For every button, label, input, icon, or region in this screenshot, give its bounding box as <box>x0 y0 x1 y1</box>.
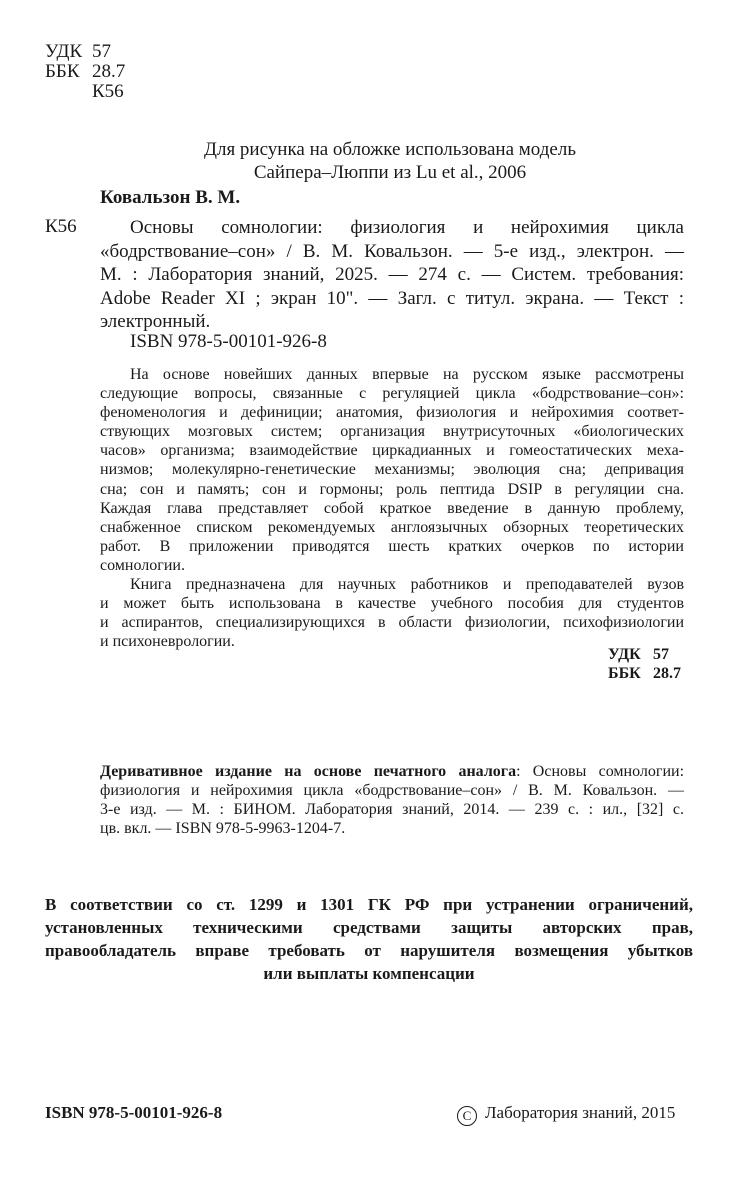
derivative-line-3: 3-е изд. — М. : БИНОМ. Лаборатория знаний, 2014. — 239 с. : ил., [32] с. <box>100 801 684 819</box>
udk-value-bottom: 57 <box>653 646 669 663</box>
bibliographic-record <box>100 216 684 334</box>
udk-value: 57 <box>92 41 111 62</box>
cover-note-line-1: Для рисунка на обложке использована модель <box>204 139 576 160</box>
abstract-line: низмов; молекулярно-генетические механизмы; эволюция сна; депривация <box>100 461 684 479</box>
legal-notice <box>45 893 693 985</box>
bbk-row-bottom <box>608 664 681 683</box>
abstract-line: сна; сон и память; сон и гормоны; роль пептида DSIP в регуляции сна. <box>100 480 684 498</box>
abstract-line: ствующих мозговых систем; организация внутрисуточных «биологических <box>100 423 684 441</box>
derivative-line-4: цв. вкл. — ISBN 978-5-9963-1204-7. <box>100 820 346 838</box>
legal-line: установленных техническими средствами защиты авторских прав, <box>45 918 693 937</box>
cover-note <box>100 138 680 184</box>
udk-row-bottom <box>608 645 681 664</box>
bbk-label-bottom: ББК <box>608 665 641 682</box>
biblio-line: Основы сомнологии: физиология и нейрохимия цикла <box>130 217 684 238</box>
copyright-text: Лаборатория знаний, 2015 <box>485 1103 676 1122</box>
copyright-notice <box>457 1103 675 1126</box>
derivative-bold-lead: Деривативное издание на основе печатного аналога <box>100 763 517 780</box>
derivative-line-2: физиология и нейрохимия цикла «бодрствование–сон» / В. М. Ковальзон. — <box>100 782 684 800</box>
legal-line: правообладатель вправе требовать от нарушителя возмещения убытков <box>45 941 693 960</box>
bbk-value: 28.7 <box>92 61 126 82</box>
abstract-line: Каждая глава представляет собой краткое введение в данную проблему, <box>100 499 684 517</box>
udk-label-bottom: УДК <box>608 646 641 663</box>
abstract-line: феноменология и дефиниции; анатомия, физиология и нейрохимия соответ- <box>100 404 684 422</box>
bottom-classification-codes <box>608 645 681 683</box>
abstract-line: и психоневрологии. <box>100 633 235 651</box>
derivative-line-1-rest: : Основы сомнологии: <box>516 763 685 780</box>
abstract-line: работ. В приложении приводятся шесть кратких очерков по истории <box>100 537 684 555</box>
author-heading: Ковальзон В. М. <box>100 187 241 208</box>
bbk-row <box>45 62 125 82</box>
biblio-line: «бодрствование–сон» / В. М. Ковальзон. — 5-е изд., электрон. — <box>100 240 684 262</box>
abstract-line: снабженное списком рекомендуемых англоязычных обзорных теоретических <box>100 518 684 536</box>
isbn-footer: ISBN 978-5-00101-926-8 <box>45 1103 223 1122</box>
derivative-line-1 <box>100 762 684 781</box>
derivative-edition-note <box>100 762 684 838</box>
abstract-line: следующие вопросы, связанные с регуляцией цикла «бодрствование–сон»: <box>100 385 684 403</box>
abstract <box>100 365 684 651</box>
biblio-line: электронный. <box>100 311 211 332</box>
cover-note-line-2: Сайпера–Люппи из Lu et al., 2006 <box>253 162 527 183</box>
udk-label: УДК <box>45 41 83 62</box>
author-mark-left: К56 <box>45 216 77 237</box>
abstract-line: и аспирантов, специализирующихся в области физиологии, психофизиологии <box>100 614 684 632</box>
isbn-main: ISBN 978-5-00101-926-8 <box>130 331 327 352</box>
bbk-label: ББК <box>45 61 80 82</box>
abstract-line: и может быть использована в качестве учебного пособия для студентов <box>100 595 684 613</box>
author-mark-top: К56 <box>92 81 124 102</box>
legal-line: В соответствии со ст. 1299 и 1301 ГК РФ при устранении ограничений, <box>45 895 693 914</box>
copyright-icon: C <box>457 1106 477 1126</box>
abstract-line: часов» организма; взаимодействие циркадианных и гомеостатических меха- <box>100 442 684 460</box>
top-classification-codes <box>45 42 125 102</box>
bbk-value-bottom: 28.7 <box>653 665 681 682</box>
abstract-line: Книга предназначена для научных работников и преподавателей вузов <box>130 576 684 594</box>
abstract-line: На основе новейших данных впервые на русском языке рассмотрены <box>130 366 684 383</box>
biblio-line: Adobe Reader XI ; экран 10". — Загл. с титул. экрана. — Текст : <box>100 287 684 309</box>
legal-line: или выплаты компенсации <box>263 964 475 983</box>
udk-row <box>45 42 125 62</box>
biblio-line: М. : Лаборатория знаний, 2025. — 274 с. — Систем. требования: <box>100 264 684 285</box>
author-mark-row <box>45 82 125 102</box>
abstract-line: сомнологии. <box>100 556 185 574</box>
